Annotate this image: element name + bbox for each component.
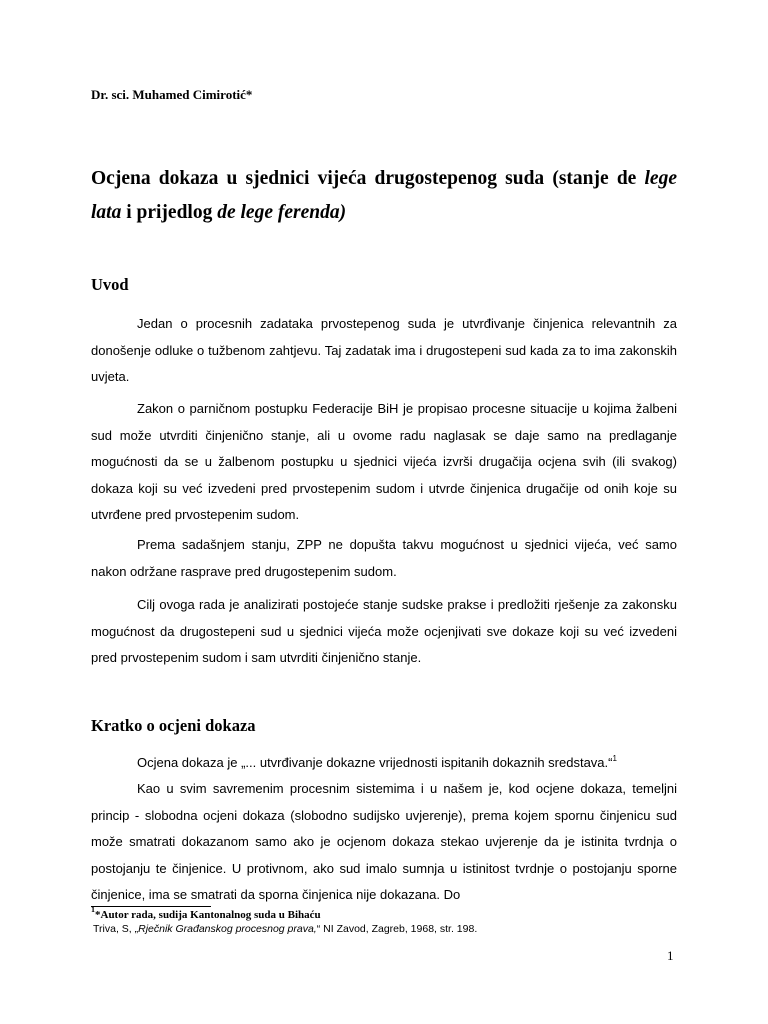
paragraph — [91, 776, 677, 909]
paragraph: Zakon o parničnom postupku Federacije BiH je propisao procesne situacije u kojima žalbeni sud može utvrditi činjenično stanje, ali u ovome radu naglasak se daje samo na predlaganje mogućnosti da se u žalbenom postupku u sjednici vijeća izvrši drugačija ocjena svih (ili svakog) dokaza koji su već izvedeni pred prvostepenim sudom i utvrde činjenica drugačije od onih koje su utvrđene pred prvostepenim sudom. — [91, 401, 677, 522]
quote-paragraph — [91, 750, 677, 777]
citation-pre: Triva, S, „ — [93, 923, 139, 935]
paragraph-text: Kao u svim savremenim procesnim sistemima i u našem je, kod ocjene dokaza, temeljni princip - slobodna ocjeni dokaza (slobodno sudijsko uvjerenje), prema kojem spornu činjenicu sud može smatrati dokazanom samo ako je ocjenom dokaza stekao uvjerenje da je istinita tvrdnja o postojanju te činjenice. U protivnom, ako sud imalo sumnja u istinitost tvrdnje o postojanju sporne činjenice, ima se smatrati da sporna činjenica nije dokazana. Do — [91, 781, 677, 902]
paragraph: Jedan o procesnih zadataka prvostepenog suda je utvrđivanje činjenica relevantnih za donošenje odluke o tužbenom zahtjevu. Taj zadatak ima i drugostepeni sud kada za to ima zakonskih uvjeta. — [91, 316, 677, 384]
footnote-marker: 1 — [91, 905, 95, 914]
title-italic-2: de lege ferenda) — [217, 202, 347, 223]
author-line: Dr. sci. Muhamed Cimirotić* — [91, 87, 253, 102]
quote-text: Ocjena dokaza je „... utvrđivanje dokazne vrijednosti ispitanih dokaznih sredstava.“ — [137, 755, 613, 770]
paragraph: Cilj ovoga rada je analizirati postojeće stanje sudske prakse i predložiti rješenje za zakonsku mogućnost da drugostepeni sud u sjednici vijeća može ocjenjivati sve dokaze koji su već izvedeni pred prvostepenim sudom i sam utvrditi činjenično stanje. — [91, 597, 677, 665]
page-number: 1 — [667, 948, 674, 963]
title-italic-1: lege lata — [91, 168, 677, 223]
footnote-citation — [93, 922, 477, 936]
section-heading-kratko: Kratko o ocjeni dokaza — [91, 716, 256, 735]
citation-title: Rječnik Građanskog procesnog prava, — [138, 923, 317, 935]
citation-post: “ NI Zavod, Zagreb, 1968, str. 198. — [316, 923, 478, 935]
paragraph: Prema sadašnjem stanju, ZPP ne dopušta takvu mogućnost u sjednici vijeća, već samo nakon održane rasprave pred drugostepenim sudom. — [91, 537, 677, 579]
footnote-reference: 1 — [612, 754, 617, 763]
paper-title — [91, 162, 677, 230]
footnote-author — [91, 905, 321, 922]
title-text-2: i prijedlog — [121, 202, 218, 223]
title-text-1: Ocjena dokaza u sjednici vijeća drugostepenog suda (stanje de — [91, 168, 645, 189]
footnote-separator — [91, 906, 211, 907]
footnote-author-text: *Autor rada, sudija Kantonalnog suda u Bihaću — [95, 909, 321, 921]
section-heading-uvod: Uvod — [91, 275, 129, 294]
